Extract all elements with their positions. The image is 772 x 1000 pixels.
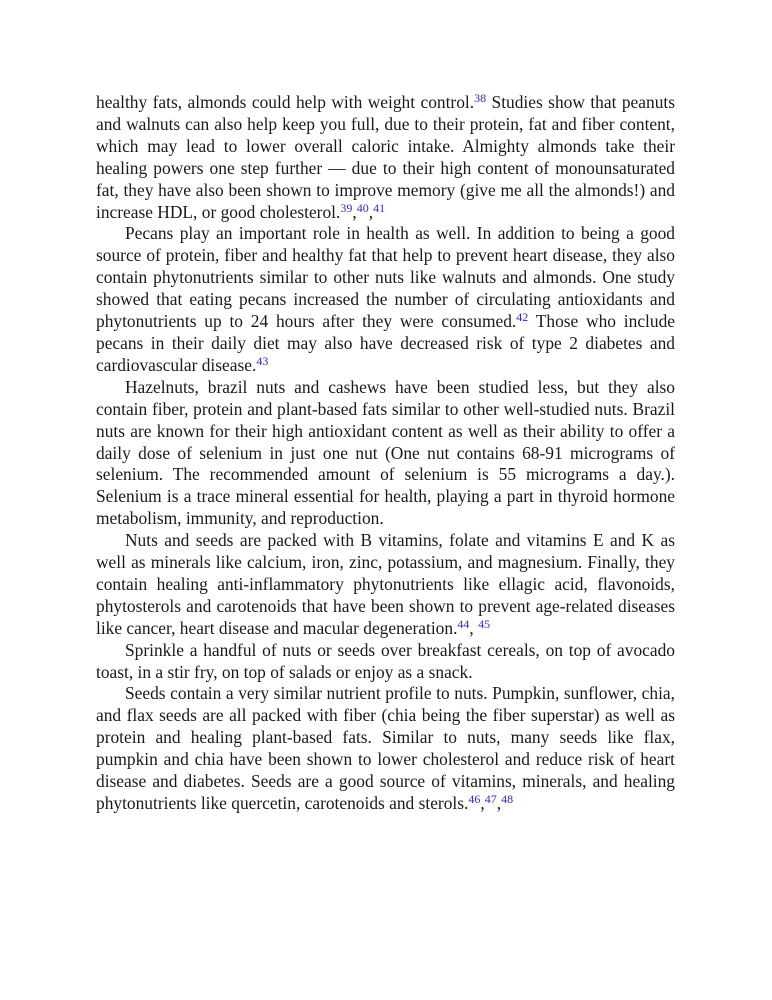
body-paragraph — [96, 640, 675, 684]
body-paragraph — [96, 92, 675, 223]
footnote-reference-link[interactable]: 38 — [474, 91, 487, 105]
footnote-reference-link[interactable]: 47 — [484, 792, 497, 806]
paragraph-text: Those who include pecans in their daily diet may also have decreased risk of type 2 diabetes and cardiovascular disease. — [96, 311, 675, 375]
body-paragraph — [96, 223, 675, 376]
footnote-reference-link[interactable]: 39 — [340, 200, 353, 215]
footnote-reference-link[interactable]: 41 — [373, 200, 386, 215]
footnote-reference-link[interactable]: 43 — [256, 353, 269, 368]
paragraph-text: Pecans play an important role in health as well. In addition to being a good source of protein, fiber and healthy fat that help to prevent heart disease, they also contain phytonutrients similar to other nuts like walnuts and almonds. One study showed that eating pecans increased the number of circulating antioxidants and phytonutrients up to 24 hours after they were consumed. — [96, 223, 675, 332]
footnote-reference-link[interactable]: 40 — [356, 200, 369, 215]
paragraph-text: Hazelnuts, brazil nuts and cashews have been studied less, but they also contain fiber, protein and plant-based fats similar to other well-studied nuts. Brazil nuts are known for their high antioxidant content as well as their ability to offer a daily dose of selenium in just one nut (One nut contains 68-91 micrograms of selenium. The recommended amount of selenium is 55 micrograms a day.). Selenium is a trace mineral essential for health, playing a part in thyroid hormone metabolism, immunity, and reproduction. — [96, 376, 675, 529]
footnote-reference-link[interactable]: 46 — [468, 792, 481, 806]
body-paragraph — [96, 683, 675, 814]
document-page — [96, 92, 675, 815]
footnote-reference-link[interactable]: 45 — [478, 616, 491, 631]
paragraph-text: , — [368, 201, 374, 222]
body-paragraph — [96, 377, 675, 530]
paragraph-text: , — [352, 201, 357, 222]
paragraph-text: , — [496, 793, 502, 813]
paragraph-text: Nuts and seeds are packed with B vitamins, folate and vitamins E and K as well as minerals like calcium, iron, zinc, potassium, and magnesium. Finally, they contain healing anti-inflammatory phytonutrients like ellagic acid, flavonoids, phytosterols and carotenoids that have been shown to prevent age-related diseases like cancer, heart disease and macular degeneration. — [96, 530, 675, 638]
footnote-reference-link[interactable]: 42 — [516, 310, 529, 325]
body-paragraph — [96, 530, 675, 640]
paragraph-text: healthy fats, almonds could help with weight control. — [96, 92, 475, 112]
paragraph-text: , — [469, 617, 479, 638]
paragraph-text: Studies show that peanuts and walnuts can also help keep you full, due to their protein, fat and fiber content, which may lead to lower overall caloric intake. Almighty almonds take their healing powers one step further — due to their high content of monounsaturated fat, they have also been shown to improve memory (give me all the almonds!) and increase HDL, or good cholesterol. — [96, 92, 675, 222]
footnote-reference-link[interactable]: 44 — [457, 616, 470, 631]
paragraph-text: , — [480, 793, 485, 813]
paragraph-text: Sprinkle a handful of nuts or seeds over breakfast cereals, on top of avocado toast, in a stir fry, on top of salads or enjoy as a snack. — [96, 639, 675, 682]
paragraph-text: Seeds contain a very similar nutrient profile to nuts. Pumpkin, sunflower, chia, and flax seeds are all packed with fiber (chia being the fiber superstar) as well as protein and healing plant-based fats. Similar to nuts, many seeds like flax, pumpkin and chia have been shown to lower cholesterol and reduce risk of heart disease and diabetes. Seeds are a good source of vitamins, minerals, and healing phytonutrients like quercetin, carotenoids and sterols. — [96, 683, 675, 813]
footnote-reference-link[interactable]: 48 — [501, 792, 514, 806]
